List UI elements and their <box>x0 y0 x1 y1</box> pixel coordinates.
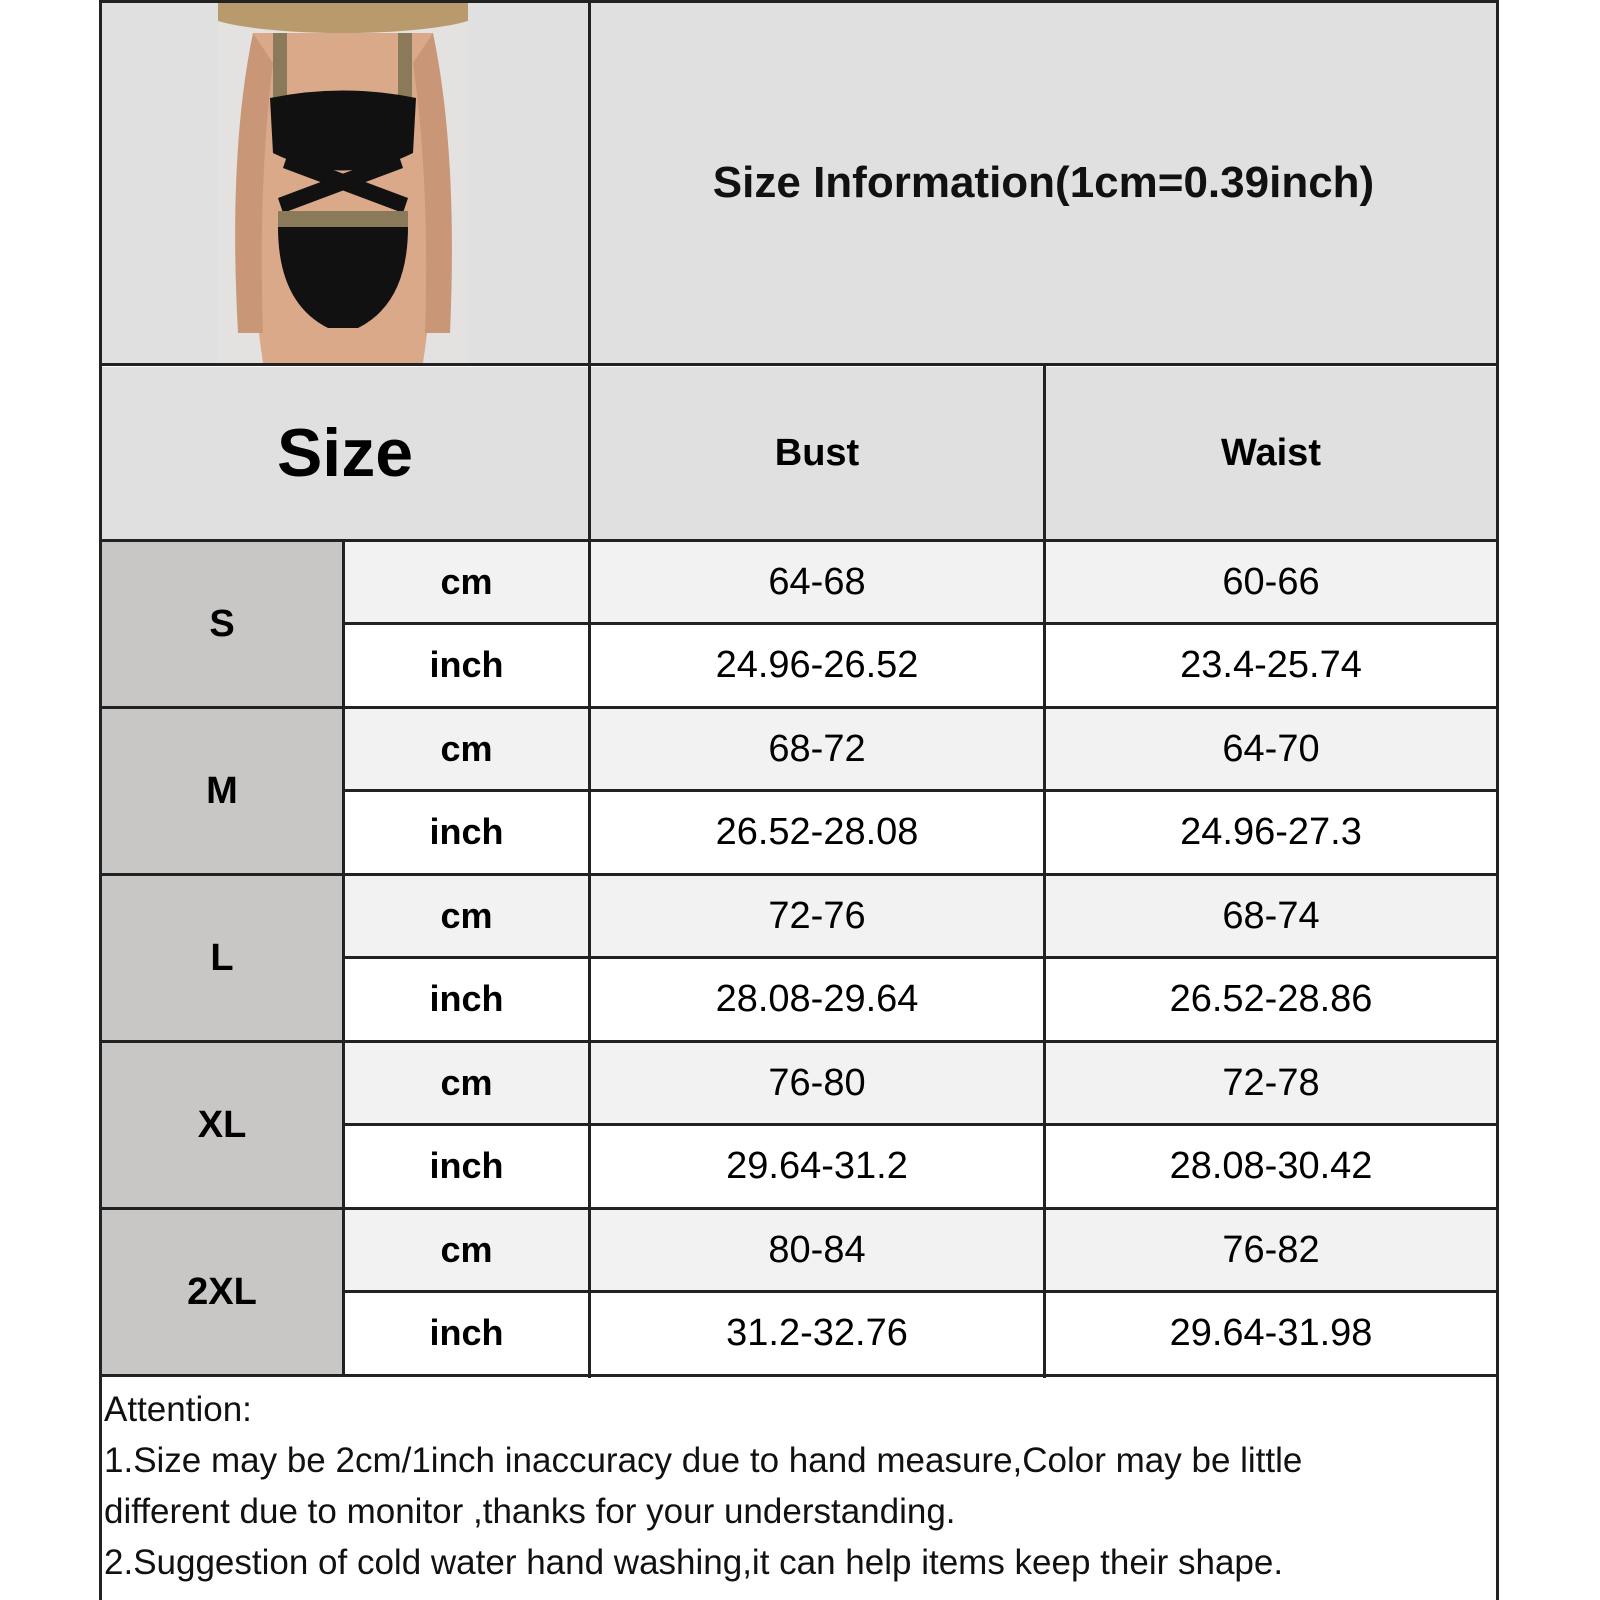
unit-inch-cell <box>345 1126 588 1206</box>
unit-inch: inch <box>429 811 504 852</box>
waist-inch-value: 26.52-28.86 <box>1169 977 1373 1020</box>
divider <box>1043 363 1046 1378</box>
bust-inch-value: 26.52-28.08 <box>715 810 919 853</box>
notes-line-1: 1.Size may be 2cm/1inch inaccuracy due to hand measure,Color may be little <box>104 1441 1303 1480</box>
bust-inch-value-cell <box>591 959 1043 1039</box>
unit-cm-cell <box>345 1043 588 1123</box>
divider <box>99 1374 1499 1377</box>
size-label: M <box>206 769 238 812</box>
bust-cm-value: 72-76 <box>768 894 866 937</box>
waist-inch-value: 24.96-27.3 <box>1180 810 1362 853</box>
bust-inch-value-cell <box>591 1293 1043 1373</box>
waist-inch-value-cell <box>1046 1126 1496 1206</box>
waist-inch-value-cell <box>1046 1293 1496 1373</box>
size-label-cell <box>102 542 342 706</box>
bust-cm-value: 76-80 <box>768 1061 866 1104</box>
size-label: L <box>210 936 234 979</box>
waist-inch-value-cell <box>1046 625 1496 705</box>
waist-inch-value-cell <box>1046 792 1496 872</box>
unit-inch: inch <box>429 1312 504 1353</box>
bust-cm-value-cell <box>591 709 1043 789</box>
bust-cm-value-cell <box>591 542 1043 622</box>
divider <box>342 709 345 873</box>
divider <box>342 1123 1499 1126</box>
unit-cm: cm <box>440 1062 493 1103</box>
divider <box>342 956 1499 959</box>
bust-header-cell <box>591 367 1043 539</box>
waist-cm-value: 72-78 <box>1222 1061 1320 1104</box>
waist-header-cell <box>1046 367 1496 539</box>
divider <box>99 539 1499 542</box>
waist-inch-value: 29.64-31.98 <box>1169 1311 1373 1354</box>
bust-inch-value-cell <box>591 625 1043 705</box>
size-label: S <box>209 602 235 645</box>
unit-cm-cell <box>345 709 588 789</box>
unit-inch-cell <box>345 625 588 705</box>
notes-heading: Attention: <box>104 1390 252 1429</box>
bust-inch-value: 28.08-29.64 <box>715 977 919 1020</box>
unit-cm-cell <box>345 1210 588 1290</box>
size-label-cell <box>102 709 342 873</box>
bust-inch-value-cell <box>591 792 1043 872</box>
size-label: 2XL <box>187 1270 257 1313</box>
waist-cm-value-cell <box>1046 542 1496 622</box>
divider <box>342 1043 345 1207</box>
bust-inch-value: 29.64-31.2 <box>726 1144 908 1187</box>
size-label-cell <box>102 1043 342 1207</box>
size-header-cell <box>102 367 588 539</box>
size-label: XL <box>197 1103 247 1146</box>
notes-line-2: different due to monitor ,thanks for your understanding. <box>104 1492 956 1531</box>
waist-inch-value: 23.4-25.74 <box>1180 643 1362 686</box>
divider <box>342 789 1499 792</box>
waist-inch-value: 28.08-30.42 <box>1169 1144 1373 1187</box>
product-image-cell <box>102 3 588 363</box>
unit-cm: cm <box>440 1229 493 1270</box>
divider <box>99 363 1499 366</box>
unit-cm-cell <box>345 876 588 956</box>
bust-cm-value-cell <box>591 876 1043 956</box>
title-cell <box>591 3 1496 363</box>
size-label-cell <box>102 876 342 1040</box>
page-title: Size Information(1cm=0.39inch) <box>712 158 1375 207</box>
waist-cm-value-cell <box>1046 876 1496 956</box>
bust-inch-value: 31.2-32.76 <box>726 1311 908 1354</box>
waist-column-header: Waist <box>1221 431 1321 474</box>
unit-inch-cell <box>345 959 588 1039</box>
divider <box>342 1210 345 1374</box>
waist-cm-value: 76-82 <box>1222 1228 1320 1271</box>
bust-inch-value-cell <box>591 1126 1043 1206</box>
waist-cm-value-cell <box>1046 1210 1496 1290</box>
divider <box>588 0 591 1378</box>
divider <box>342 876 345 1040</box>
unit-cm: cm <box>440 728 493 769</box>
bust-cm-value: 80-84 <box>768 1228 866 1271</box>
waist-cm-value: 60-66 <box>1222 560 1320 603</box>
size-label-cell <box>102 1210 342 1374</box>
bust-inch-value: 24.96-26.52 <box>715 643 919 686</box>
unit-inch: inch <box>429 1145 504 1186</box>
attention-notes <box>104 1384 1494 1588</box>
unit-inch-cell <box>345 792 588 872</box>
waist-cm-value-cell <box>1046 709 1496 789</box>
waist-cm-value-cell <box>1046 1043 1496 1123</box>
unit-cm-cell <box>345 542 588 622</box>
notes-line-3: 2.Suggestion of cold water hand washing,it can help items keep their shape. <box>104 1543 1284 1582</box>
divider <box>342 542 345 706</box>
waist-inch-value-cell <box>1046 959 1496 1039</box>
unit-cm: cm <box>440 561 493 602</box>
product-image <box>218 3 468 363</box>
unit-inch: inch <box>429 644 504 685</box>
bust-column-header: Bust <box>774 431 860 474</box>
unit-inch: inch <box>429 978 504 1019</box>
bust-cm-value-cell <box>591 1043 1043 1123</box>
unit-inch-cell <box>345 1293 588 1373</box>
bust-cm-value: 64-68 <box>768 560 866 603</box>
bust-cm-value: 68-72 <box>768 727 866 770</box>
size-column-header: Size <box>276 415 414 491</box>
waist-cm-value: 64-70 <box>1222 727 1320 770</box>
unit-cm: cm <box>440 895 493 936</box>
divider <box>342 622 1499 625</box>
waist-cm-value: 68-74 <box>1222 894 1320 937</box>
divider <box>342 1290 1499 1293</box>
divider <box>99 0 1499 3</box>
bust-cm-value-cell <box>591 1210 1043 1290</box>
